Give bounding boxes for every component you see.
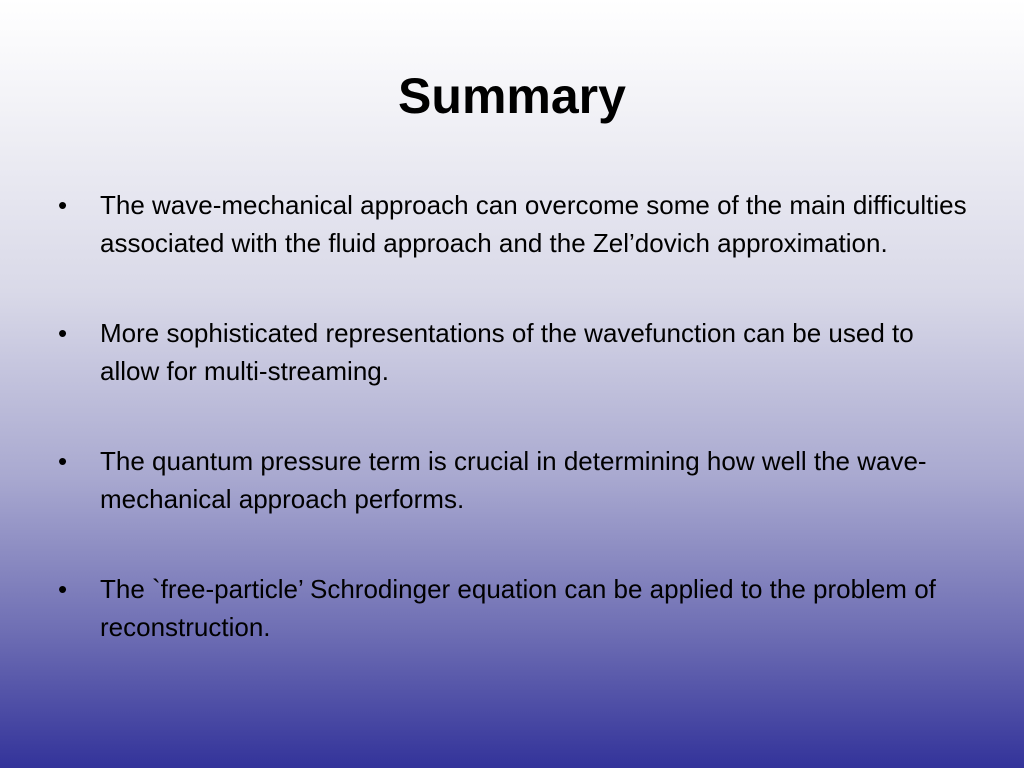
bullet-marker: • xyxy=(58,318,68,348)
slide-title: Summary xyxy=(398,68,626,124)
bullet-marker: • xyxy=(58,446,68,476)
bullet-item-1 xyxy=(58,187,968,262)
bullet-text: The wave-mechanical approach can overcome some of the main difficulties associated with the fluid approach and the Zel’dovich approximation. xyxy=(100,190,967,258)
bullet-item-3 xyxy=(58,443,968,518)
bullet-text: More sophisticated representations of the wavefunction can be used to allow for multi-streaming. xyxy=(100,318,914,386)
bullet-item-4 xyxy=(58,571,968,646)
bullet-text: The `free-particle’ Schrodinger equation can be applied to the problem of reconstruction. xyxy=(100,574,936,642)
bullet-text: The quantum pressure term is crucial in determining how well the wave-mechanical approach performs. xyxy=(100,446,927,514)
bullet-list xyxy=(58,187,968,646)
bullet-marker: • xyxy=(58,574,68,604)
bullet-marker: • xyxy=(58,190,68,220)
bullet-item-2 xyxy=(58,315,968,390)
